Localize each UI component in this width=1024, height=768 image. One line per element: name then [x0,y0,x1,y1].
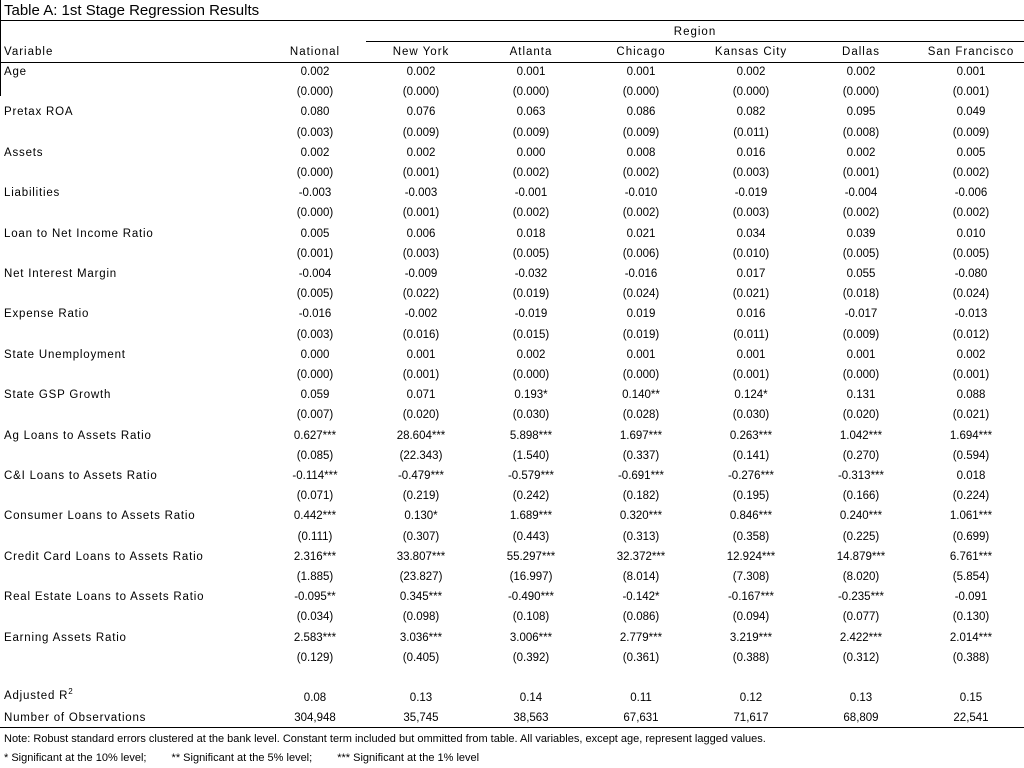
coefficient-cell: 3.006*** [509,631,553,644]
coefficient-cell: 0.016 [736,146,766,159]
coefficient-cell: 55.297*** [506,550,556,563]
std-error-cell: (23.827) [399,571,443,583]
coefficient-cell: -0.235*** [837,591,885,604]
std-error-cell: (0.001) [842,167,880,179]
std-error-cell: (0.024) [952,288,990,301]
std-error-cell: (16.997) [509,571,553,583]
coefficient-cell: -0.003 [404,187,438,200]
variable-label: Net Interest Margin [4,268,117,280]
coefficient-cell: 0.002 [300,146,330,159]
observations-label: Number of Observations [4,712,147,724]
coefficient-cell: -0.009 [404,268,438,280]
std-error-cell: (0.312) [842,651,880,664]
std-error-cell: (8.020) [842,571,880,583]
coefficient-cell: 0.000 [300,348,330,361]
coefficient-cell: 0.140** [622,389,660,402]
std-error-cell: (0.009) [402,126,440,139]
variable-label: Earning Assets Ratio [4,631,127,644]
coefficient-cell: 0.002 [300,66,330,78]
std-error-cell: (0.001) [952,86,990,99]
observations-cell: 68,809 [843,712,879,724]
std-error-cell: (0.129) [296,651,334,664]
std-error-cell: (0.443) [512,530,550,543]
coefficient-cell: -0.142* [622,591,660,604]
variable-label: State Unemployment [4,348,126,361]
std-error-cell: (0.002) [622,167,660,179]
std-error-cell: (0.000) [622,369,660,381]
coefficient-cell: -0.490*** [507,591,555,604]
region-header-1: New York [392,46,450,58]
std-error-cell: (0.006) [622,247,660,260]
r2-value-cell: 0.11 [630,692,652,704]
std-error-cell: (0.009) [952,126,990,139]
std-error-cell: (0.358) [732,530,770,543]
std-error-cell: (0.001) [732,369,770,381]
std-error-cell: (0.021) [952,409,990,422]
std-error-cell: (0.001) [402,207,440,220]
coefficient-cell: 0.345*** [399,591,443,604]
significance-legend: * Significant at the 10% level; ** Significant at the 5% level; *** Significant at the 1% level [4,752,480,764]
coefficient-cell: -0.032 [514,268,548,280]
coefficient-cell: 0.002 [406,66,436,78]
observations-cell: 71,617 [733,712,769,724]
coefficient-cell: 0.002 [516,348,546,361]
coefficient-cell: -0.003 [298,187,332,200]
std-error-cell: (0.242) [512,490,550,503]
std-error-cell: (0.000) [732,86,770,99]
coefficient-cell: -0.004 [844,187,878,200]
coefficient-cell: 32.372*** [616,550,666,563]
std-error-cell: (0.005) [512,247,550,260]
coefficient-cell: 0.001 [626,66,656,78]
coefficient-cell: 0.627*** [293,429,337,442]
std-error-cell: (0.012) [952,328,990,341]
coefficient-cell: 0.049 [956,106,986,119]
std-error-cell: (0.015) [512,328,550,341]
coefficient-cell: 0.130* [404,510,438,523]
coefficient-cell: 0.002 [406,146,436,159]
observations-cell: 35,745 [403,712,439,724]
coefficient-cell: 0.059 [300,389,330,402]
std-error-cell: (0.182) [622,490,660,503]
coefficient-cell: -0.016 [624,268,658,280]
coefficient-cell: 0.442*** [293,510,337,523]
variable-label: Credit Card Loans to Assets Ratio [4,550,204,563]
coefficient-cell: 0.018 [956,470,986,482]
coefficient-cell: 2.583*** [293,631,337,644]
coefficient-cell: 1.689*** [509,510,553,523]
std-error-cell: (0.594) [952,449,990,462]
std-error-cell: (22.343) [399,449,443,462]
observations-cell: 304,948 [294,712,336,724]
coefficient-cell: 0.063 [516,106,546,119]
std-error-cell: (0.005) [842,247,880,260]
region-header-4: Kansas City [714,46,788,58]
coefficient-cell: -0.080 [954,268,988,280]
coefficient-cell: 0.005 [956,146,986,159]
std-error-cell: (0.020) [402,409,440,422]
std-error-cell: (0.388) [732,651,770,664]
coefficient-cell: 2.779*** [619,631,663,644]
std-error-cell: (0.094) [732,611,770,624]
coefficient-cell: 0.240*** [839,510,883,523]
r2-value-cell: 0.13 [409,692,433,704]
std-error-cell: (0.077) [842,611,880,624]
std-error-cell: (0.018) [842,288,880,301]
coefficient-cell: 1.694*** [949,429,993,442]
std-error-cell: (1.540) [512,449,550,462]
region-header-2: Atlanta [509,46,553,58]
coefficient-cell: 0.076 [406,106,436,119]
std-error-cell: (0.008) [842,126,880,139]
coefficient-cell: 0.095 [846,106,876,119]
coefficient-cell: 0.002 [846,66,876,78]
observations-cell: 67,631 [623,712,659,724]
coefficient-cell: 0.002 [956,348,986,361]
std-error-cell: (0.020) [842,409,880,422]
coefficient-cell: 0.018 [516,227,546,240]
coefficient-cell: 0.001 [406,348,436,361]
std-error-cell: (0.002) [622,207,660,220]
coefficient-cell: 0.005 [300,227,330,240]
std-error-cell: (0.086) [622,611,660,624]
coefficient-cell: 0.000 [516,146,546,159]
std-error-cell: (0.002) [952,167,990,179]
coefficient-cell: 1.042*** [839,429,883,442]
variable-label: State GSP Growth [4,389,112,402]
std-error-cell: (0.001) [296,247,334,260]
std-error-cell: (0.001) [402,369,440,381]
std-error-cell: (0.002) [512,167,550,179]
std-error-cell: (0.388) [952,651,990,664]
coefficient-cell: -0.006 [954,187,988,200]
coefficient-cell: 0.039 [846,227,876,240]
std-error-cell: (0.108) [512,611,550,624]
std-error-cell: (0.011) [733,126,769,139]
std-error-cell: (0.003) [732,167,770,179]
std-error-cell: (0.003) [402,247,440,260]
coefficient-cell: 0.124* [734,389,768,402]
std-error-cell: (0.024) [622,288,660,301]
coefficient-cell: -0.019 [514,308,548,321]
std-error-cell: (0.002) [512,207,550,220]
std-error-cell: (0.028) [622,409,660,422]
std-error-cell: (0.166) [842,490,880,503]
coefficient-cell: 0.320*** [619,510,663,523]
r2-value-cell: 0.13 [849,692,873,704]
variable-label: Expense Ratio [4,308,90,321]
std-error-cell: (0.000) [842,86,880,99]
std-error-cell: (0.085) [296,449,334,462]
region-header-6: San Francisco [927,46,1015,58]
variable-header: Variable [4,46,54,58]
coefficient-cell: 0.088 [956,389,986,402]
std-error-cell: (0.000) [512,86,550,99]
coefficient-cell: -0.002 [404,308,438,321]
std-error-cell: (0.001) [952,369,990,381]
coefficient-cell: 12.924*** [726,550,776,563]
coefficient-cell: 2.422*** [839,631,883,644]
coefficient-cell: 0.001 [846,348,876,361]
coefficient-cell: 3.036*** [399,631,443,644]
coefficient-cell: -0.095** [294,591,336,604]
coefficient-cell: 5.898*** [509,429,553,442]
observations-cell: 38,563 [513,712,549,724]
std-error-cell: (0.021) [732,288,770,301]
variable-label: Ag Loans to Assets Ratio [4,429,152,442]
std-error-cell: (0.224) [952,490,990,503]
coefficient-cell: 0.016 [736,308,766,321]
coefficient-cell: 3.219*** [729,631,773,644]
variable-label: Real Estate Loans to Assets Ratio [4,591,205,604]
variable-label: C&I Loans to Assets Ratio [4,470,158,482]
std-error-cell: (0.009) [622,126,660,139]
coefficient-cell: 0.846*** [729,510,773,523]
coefficient-cell: -0.167*** [727,591,775,604]
std-error-cell: (0.005) [296,288,334,301]
std-error-cell: (0.016) [402,328,440,341]
std-error-cell: (0.009) [512,126,550,139]
region-header: Region [673,26,717,38]
coefficient-cell: -0.091 [954,591,988,604]
std-error-cell: (0.000) [402,86,440,99]
std-error-cell: (0.019) [622,328,660,341]
coefficient-cell: 0.001 [626,348,656,361]
std-error-cell: (0.071) [296,490,334,503]
r2-value-cell: 0.15 [959,692,983,704]
variable-label: Age [4,66,27,78]
coefficient-cell: 1.697*** [619,429,663,442]
coefficient-cell: 0.006 [406,227,436,240]
coefficient-cell: -0.016 [298,308,332,321]
coefficient-cell: -0.479*** [397,470,445,482]
std-error-cell: (0.002) [842,207,880,220]
coefficient-cell: 0.082 [736,106,766,119]
std-error-cell: (0.307) [402,530,440,543]
coefficient-cell: -0.691*** [617,470,665,482]
std-error-cell: (0.034) [296,611,334,624]
coefficient-cell: 0.055 [846,268,876,280]
r2-value-cell: 0.12 [739,692,763,704]
coefficient-cell: -0.001 [514,187,548,200]
r2-value-cell: 0.08 [303,692,327,704]
std-error-cell: (0.098) [402,611,440,624]
std-error-cell: (0.000) [296,167,334,179]
std-error-cell: (0.011) [733,328,769,341]
coefficient-cell: 0.086 [626,106,656,119]
coefficient-cell: -0.114*** [292,470,338,482]
std-error-cell: (0.141) [732,449,770,462]
coefficient-cell: -0.017 [844,308,878,321]
std-error-cell: (0.030) [512,409,550,422]
table-note: Note: Robust standard errors clustered at the bank level. Constant term included but ommitted from table. All variables, except age, represent lagged values. [4,733,766,745]
std-error-cell: (5.854) [952,571,990,583]
std-error-cell: (0.010) [732,247,770,260]
std-error-cell: (0.005) [952,247,990,260]
std-error-cell: (0.699) [952,530,990,543]
std-error-cell: (0.000) [622,86,660,99]
coefficient-cell: 0.010 [956,227,986,240]
coefficient-cell: 0.034 [736,227,766,240]
std-error-cell: (0.219) [402,490,440,503]
coefficient-cell: 0.001 [736,348,766,361]
coefficient-cell: 0.263*** [729,429,773,442]
coefficient-cell: 0.001 [956,66,986,78]
table-title: Table A: 1st Stage Regression Results [0,0,1024,21]
coefficient-cell: 14.879*** [836,550,886,563]
std-error-cell: (0.111) [297,530,333,543]
coefficient-cell: -0.276*** [727,470,775,482]
std-error-cell: (0.030) [732,409,770,422]
coefficient-cell: 0.002 [846,146,876,159]
std-error-cell: (0.337) [622,449,660,462]
adjusted-r2-label: Adjusted $R^2$ [4,687,74,702]
std-error-cell: (0.002) [952,207,990,220]
coefficient-cell: 0.080 [300,106,330,119]
coefficient-cell: 0.017 [736,268,766,280]
coefficient-cell: 33.807*** [396,550,446,563]
std-error-cell: (0.405) [402,651,440,664]
std-error-cell: (0.225) [842,530,880,543]
bottom-rule [0,727,1024,728]
coefficient-cell: 0.008 [626,146,656,159]
region-header-3: Chicago [616,46,666,58]
coefficient-cell: 0.019 [626,308,656,321]
table-left-border [0,0,1,96]
coefficient-cell: 1.061*** [949,510,993,523]
coefficient-cell: -0.019 [734,187,768,200]
std-error-cell: (0.003) [296,126,334,139]
coefficient-cell: 0.131 [846,389,876,402]
std-error-cell: (0.000) [842,369,880,381]
variable-label: Liabilities [4,187,61,200]
variable-label: Loan to Net Income Ratio [4,227,154,240]
std-error-cell: (0.022) [402,288,440,301]
std-error-cell: (0.392) [512,651,550,664]
coefficient-cell: 2.014*** [949,631,993,644]
std-error-cell: (0.270) [842,449,880,462]
std-error-cell: (0.000) [296,86,334,99]
std-error-cell: (0.361) [622,651,660,664]
coefficient-cell: 0.002 [736,66,766,78]
coefficient-cell: 0.071 [406,389,436,402]
coefficient-cell: 28.604*** [396,429,446,442]
coefficient-cell: 0.193* [514,389,548,402]
r2-value-cell: 0.14 [519,692,543,704]
region-header-5: Dallas [842,46,880,58]
coefficient-cell: 0.021 [626,227,656,240]
observations-cell: 22,541 [953,712,989,724]
std-error-cell: (0.003) [732,207,770,220]
std-error-cell: (0.000) [296,207,334,220]
std-error-cell: (0.000) [296,369,334,381]
coefficient-cell: 0.001 [516,66,546,78]
coefficient-cell: -0.010 [624,187,658,200]
coefficient-cell: -0.579*** [507,470,555,482]
variable-label: Pretax ROA [4,106,74,119]
coefficient-cell: 6.761*** [949,550,993,563]
std-error-cell: (8.014) [622,571,660,583]
coefficient-cell: -0.313*** [837,470,885,482]
std-error-cell: (0.007) [296,409,334,422]
std-error-cell: (0.195) [732,490,770,503]
coefficient-cell: -0.013 [954,308,988,321]
variable-label: Consumer Loans to Assets Ratio [4,510,196,523]
std-error-cell: (0.130) [952,611,990,624]
std-error-cell: (0.313) [622,530,660,543]
std-error-cell: (0.009) [842,328,880,341]
coefficient-cell: -0.004 [298,268,332,280]
std-error-cell: (1.885) [296,571,334,583]
std-error-cell: (0.001) [402,167,440,179]
std-error-cell: (0.003) [296,328,334,341]
std-error-cell: (0.019) [512,288,550,301]
variable-label: Assets [4,146,44,159]
national-header: National [289,46,341,58]
std-error-cell: (0.000) [512,369,550,381]
coefficient-cell: 2.316*** [293,550,337,563]
std-error-cell: (7.308) [732,571,770,583]
